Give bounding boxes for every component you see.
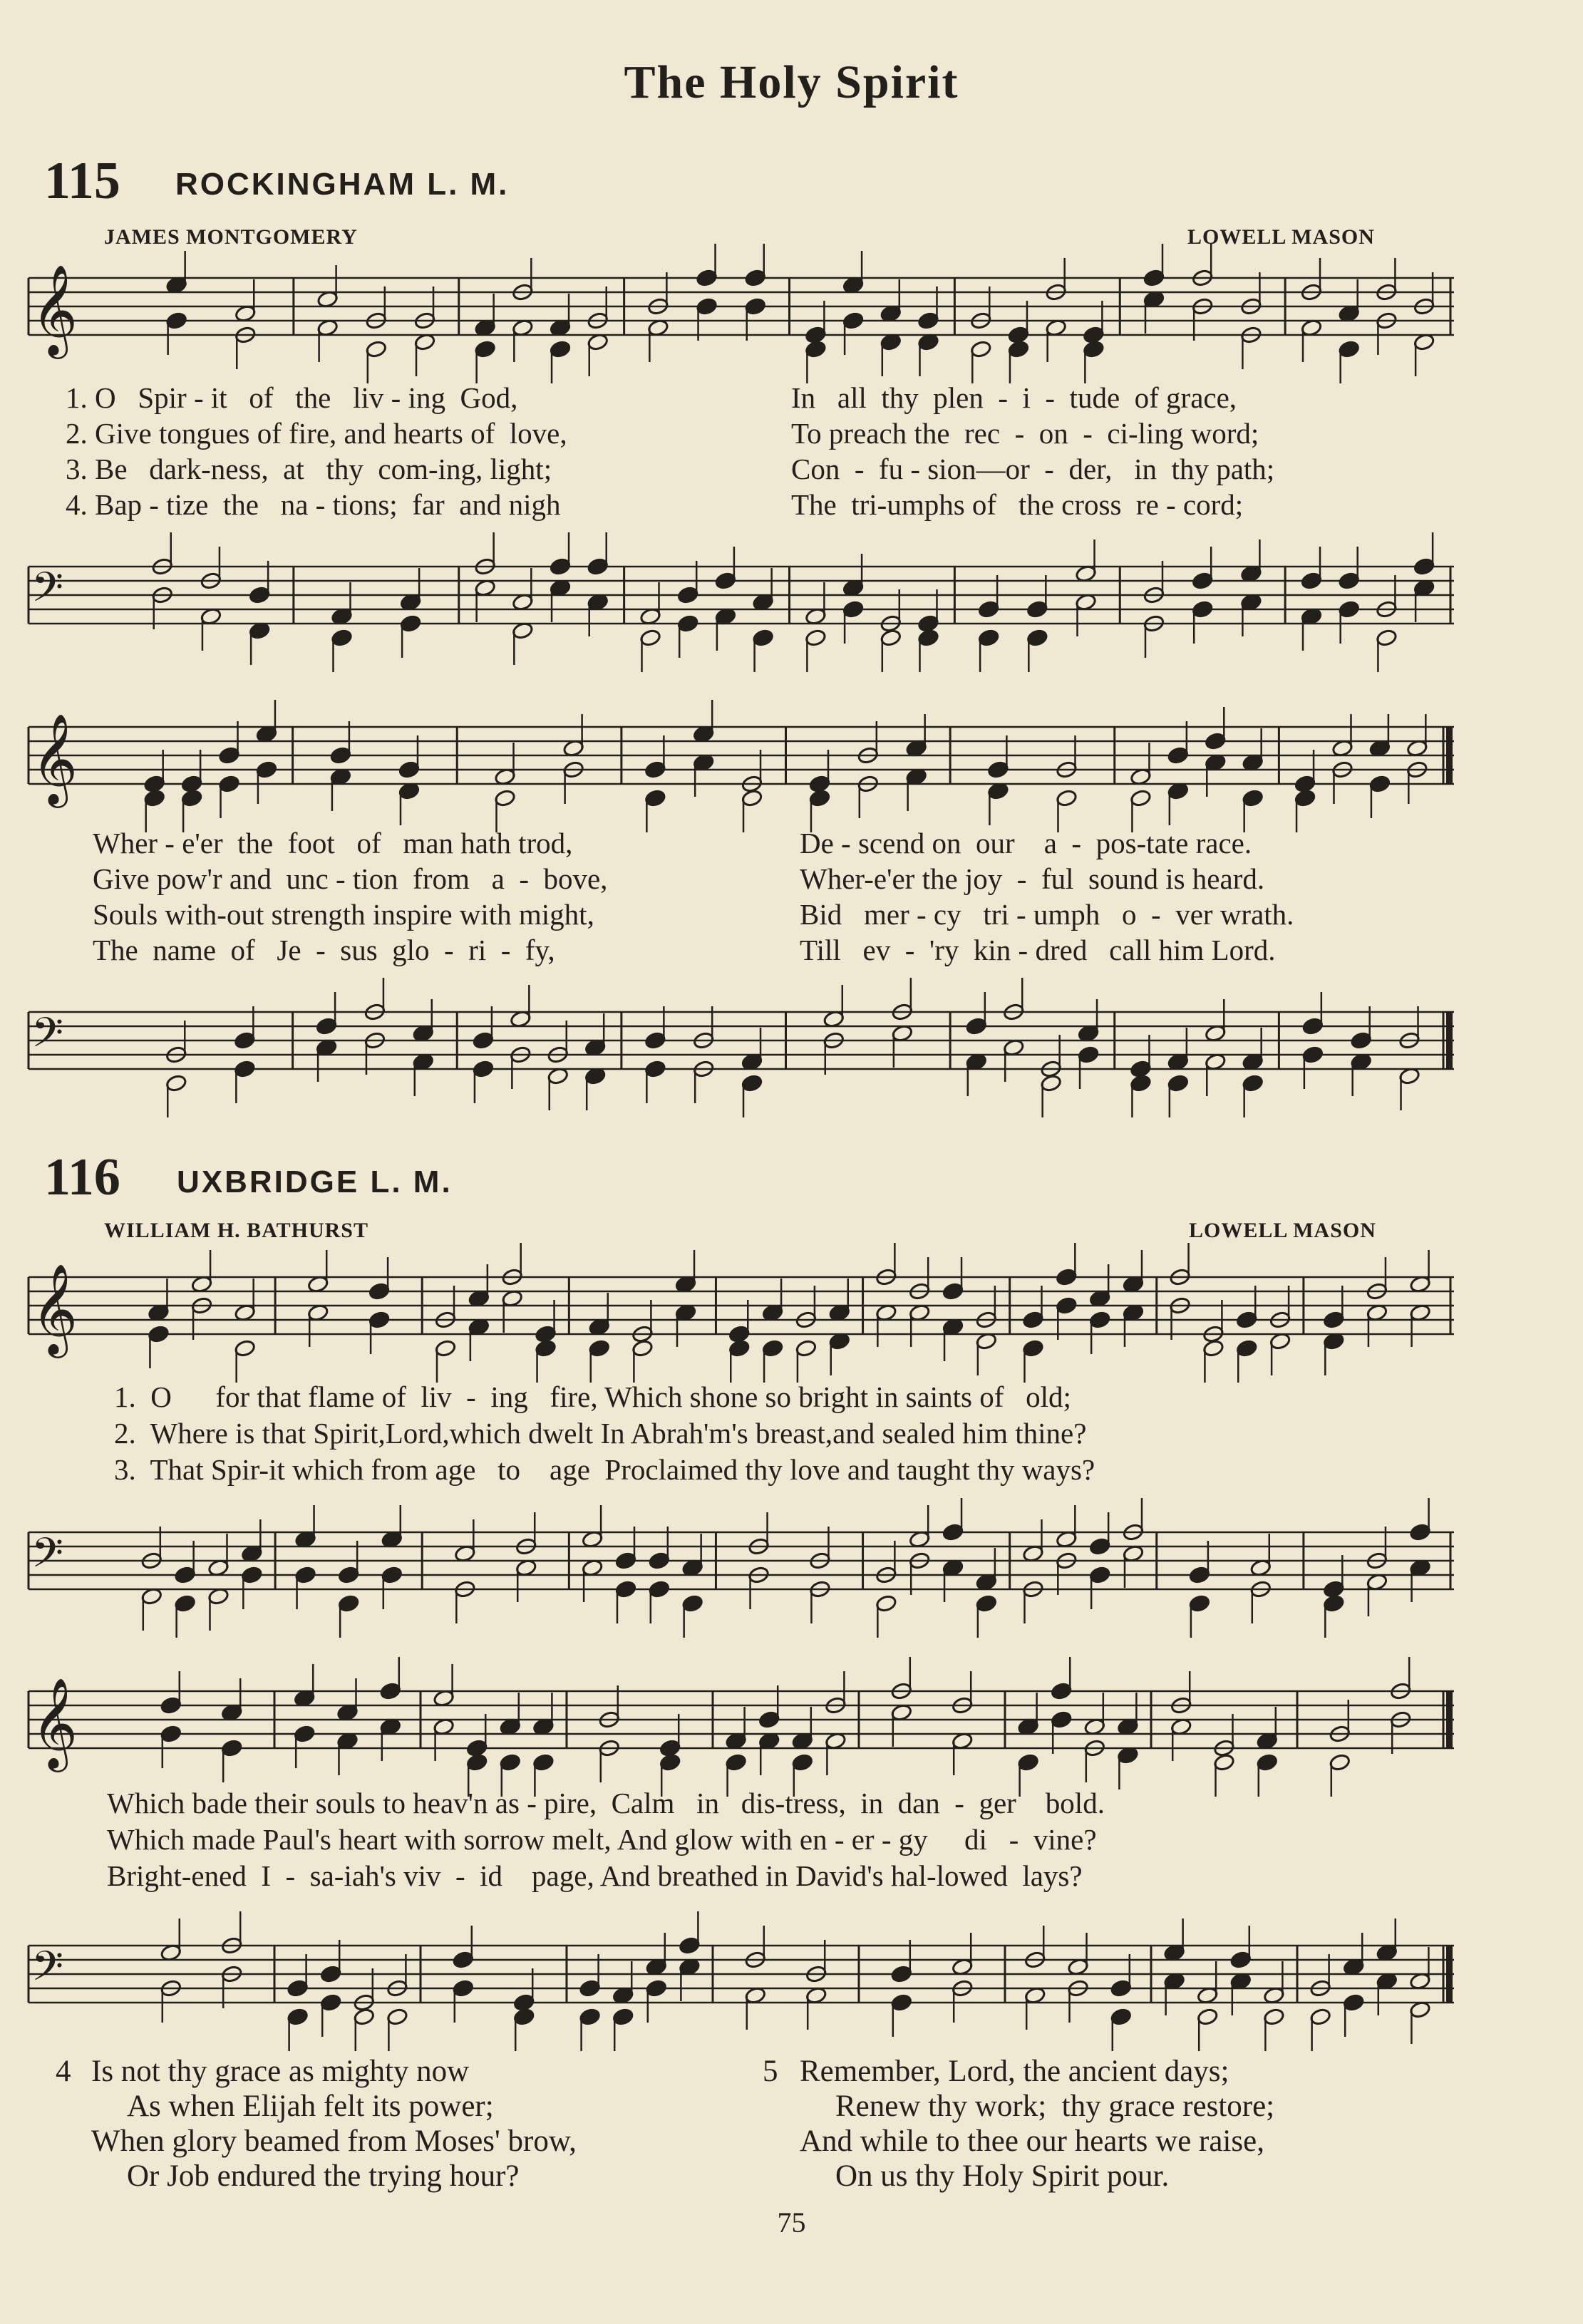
hymn-number: 115 — [44, 152, 120, 210]
note-head — [1143, 269, 1165, 287]
note-head — [143, 775, 165, 793]
verse-line: In all thy plen - i - tude of grace, — [791, 381, 1237, 414]
note-head — [1323, 1580, 1345, 1599]
note-head — [1089, 1566, 1111, 1584]
note-head — [792, 1753, 814, 1772]
note-head — [535, 1325, 557, 1343]
note-head — [725, 1753, 747, 1772]
note-head — [644, 1031, 666, 1050]
note-head — [294, 1725, 316, 1743]
bass-staff-line2 — [29, 1005, 1454, 1076]
treble-clef-icon: 𝄞 — [31, 1677, 78, 1768]
note-head — [316, 1017, 338, 1036]
note-head — [1022, 1339, 1044, 1358]
note-head — [978, 600, 1000, 619]
note-head — [181, 789, 203, 807]
extra-verse-number: 4 — [56, 2055, 71, 2088]
note-head — [1263, 2008, 1285, 2026]
note-head — [466, 1753, 488, 1772]
note-head — [354, 2008, 376, 2026]
note-head — [494, 789, 516, 807]
note-head — [677, 614, 699, 633]
note-head — [165, 1074, 187, 1093]
note-head — [1323, 1311, 1345, 1329]
note-head — [1236, 1311, 1258, 1329]
note-head — [287, 2008, 309, 2026]
note-head — [181, 775, 203, 793]
note-head — [805, 340, 827, 358]
verse-line: Which bade their souls to heav'n as - pire, Calm in dis-tress, in dan - ger bold. — [107, 1787, 1105, 1819]
note-head — [550, 557, 572, 576]
note-head — [715, 572, 737, 590]
note-head — [875, 1594, 897, 1613]
note-head — [1338, 600, 1360, 619]
note-head — [615, 1580, 637, 1599]
verse-line: De - scend on our a - pos-tate race. — [800, 827, 1252, 859]
treble-clef-icon: 𝄞 — [31, 713, 78, 804]
note-head — [728, 1339, 751, 1358]
extra-verse-line: When glory beamed from Moses' brow, — [91, 2124, 577, 2158]
note-head — [681, 1594, 703, 1613]
note-head — [1022, 1311, 1044, 1329]
note-head — [1309, 2008, 1331, 2026]
extra-verse-line: And while to thee our hearts we raise, — [800, 2124, 1264, 2158]
verse-line: The name of Je - sus glo - ri - fy, — [93, 934, 555, 966]
note-head — [218, 775, 240, 793]
bass-staff-line4 — [29, 1938, 1454, 2010]
music-notation — [29, 532, 1454, 672]
verse-line: 3. That Spir-it which from age to age Proclaimed thy love and taught thy ways? — [114, 1453, 1095, 1486]
note-head — [1242, 789, 1264, 807]
note-head — [579, 2008, 601, 2026]
bass-staff-line3 — [29, 1525, 1454, 1596]
note-head — [579, 1979, 601, 1998]
note-head — [1192, 572, 1214, 590]
note-head — [535, 1339, 557, 1358]
note-head — [1323, 1594, 1345, 1613]
verse-line: Give pow'r and unc - tion from a - bove, — [93, 862, 608, 895]
tune-name: ROCKINGHAM L. M. — [175, 167, 510, 202]
verse-line: Which made Paul's heart with sorrow melt, And glow with en - er - gy di - vine? — [107, 1823, 1097, 1856]
verse-line: The tri-umphs of the cross re - cord; — [791, 488, 1244, 521]
note-head — [639, 629, 661, 647]
verse-line: Con - fu - sion—or - der, in thy path; — [791, 453, 1275, 485]
note-head — [1040, 1074, 1062, 1093]
extra-verse-line: Is not thy grace as mighty now — [91, 2055, 470, 2088]
music-notation — [29, 244, 1454, 383]
verse-line: To preach the rec - on - ci-ling word; — [791, 417, 1259, 450]
note-head — [241, 1566, 263, 1584]
note-head — [1130, 789, 1152, 807]
note-head — [728, 1325, 751, 1343]
note-head — [366, 340, 388, 358]
note-head — [368, 1282, 391, 1301]
note-head — [809, 775, 831, 793]
note-head — [917, 311, 939, 330]
note-head — [234, 1031, 256, 1050]
note-head — [398, 760, 421, 779]
verse-line: 4. Bap - tize the na - tions; far and nigh — [66, 488, 561, 521]
verse-line: 1. O for that flame of liv - ing fire, Which shone so bright in saints of old; — [114, 1380, 1071, 1413]
note-head — [1189, 1594, 1211, 1613]
note-head — [696, 297, 718, 316]
note-head — [942, 1523, 964, 1541]
verse-line: 3. Be dark-ness, at thy com-ing, light; — [66, 453, 552, 485]
author-credit: WILLIAM H. BATHURST — [104, 1219, 369, 1242]
note-head — [1017, 1753, 1039, 1772]
note-head — [762, 1339, 784, 1358]
note-head — [1369, 775, 1391, 793]
note-head — [987, 760, 1009, 779]
note-head — [1130, 1060, 1152, 1078]
verse-line: 2. Where is that Spirit,Lord,which dwelt In Abrah'm's breast,and sealed him thine? — [114, 1417, 1087, 1450]
note-head — [1056, 1268, 1078, 1286]
note-head — [587, 557, 609, 576]
music-notation — [29, 700, 1454, 832]
note-head — [1301, 572, 1323, 590]
note-head — [1343, 1993, 1365, 2012]
treble-staff-line1 — [29, 264, 1454, 355]
note-head — [978, 629, 1000, 647]
extra-verse-line: On us thy Holy Spirit pour. — [835, 2159, 1170, 2193]
note-head — [805, 629, 827, 647]
treble-staff-line3 — [29, 1263, 1454, 1354]
verse-line: 2. Give tongues of fire, and hearts of love, — [66, 417, 567, 450]
extra-verse-line: Or Job endured the trying hour? — [127, 2159, 520, 2193]
note-head — [1338, 572, 1360, 590]
music-notation — [29, 978, 1454, 1117]
note-head — [256, 760, 278, 779]
note-head — [473, 1031, 495, 1050]
verse-line: 1. O Spir - it of the liv - ing God, — [66, 381, 518, 414]
note-head — [1413, 557, 1435, 576]
note-head — [400, 614, 422, 633]
note-head — [842, 311, 865, 330]
note-head — [513, 2008, 535, 2026]
note-head — [1376, 629, 1398, 647]
verse-line: Till ev - 'ry kin - dred call him Lord. — [800, 934, 1276, 966]
bass-staff-line1 — [29, 559, 1454, 631]
note-head — [1078, 1045, 1100, 1064]
music-notation — [29, 1657, 1454, 1797]
note-head — [809, 789, 831, 807]
note-head — [143, 789, 165, 807]
note-head — [1056, 789, 1078, 807]
note-head — [1242, 1074, 1264, 1093]
note-head — [287, 1979, 309, 1998]
note-head — [659, 1739, 681, 1757]
note-head — [160, 1696, 182, 1715]
note-head — [1230, 1951, 1252, 1969]
music-notation — [29, 1498, 1454, 1638]
note-head — [744, 297, 766, 316]
tune-name: UXBRIDGE L. M. — [177, 1164, 453, 1199]
note-head — [473, 1060, 495, 1078]
hymn-number: 116 — [44, 1148, 120, 1207]
note-head — [452, 1951, 474, 1969]
note-head — [942, 1282, 964, 1301]
note-head — [1256, 1753, 1278, 1772]
note-head — [842, 600, 865, 619]
note-head — [615, 1551, 637, 1570]
note-head — [588, 1339, 610, 1358]
note-head — [758, 1710, 780, 1729]
note-head — [234, 1339, 256, 1358]
note-head — [1051, 1710, 1073, 1729]
note-head — [1302, 1017, 1324, 1036]
note-head — [917, 614, 939, 633]
extra-verse-line: Renew thy work; thy grace restore; — [835, 2090, 1275, 2123]
note-head — [679, 1936, 701, 1955]
bass-clef-icon: 𝄢 — [31, 1529, 64, 1587]
note-head — [452, 1979, 474, 1998]
note-head — [532, 1753, 555, 1772]
note-head — [752, 629, 774, 647]
note-head — [741, 1074, 763, 1093]
note-head — [917, 629, 939, 647]
section-title: The Holy Spirit — [624, 56, 959, 108]
verse-line: Bright-ened I - sa-iah's viv - id page, And breathed in David's hal-lowed lays? — [107, 1859, 1083, 1892]
note-head — [435, 1339, 457, 1358]
note-head — [1026, 629, 1048, 647]
music-notation — [29, 1911, 1454, 2051]
note-head — [218, 746, 240, 765]
note-head — [1110, 2008, 1132, 2026]
note-head — [1350, 1031, 1372, 1050]
note-head — [234, 1060, 256, 1078]
note-head — [381, 1566, 403, 1584]
note-head — [368, 1311, 391, 1329]
note-head — [513, 1993, 535, 2012]
note-head — [649, 1551, 671, 1570]
note-head — [1051, 1682, 1073, 1700]
note-head — [330, 746, 352, 765]
note-head — [148, 1325, 170, 1343]
note-head — [1197, 2008, 1219, 2026]
note-head — [644, 789, 666, 807]
note-head — [644, 760, 666, 779]
note-head — [890, 1965, 912, 1983]
treble-staff-line2 — [29, 713, 1454, 804]
note-head — [612, 2008, 634, 2026]
treble-clef-icon: 𝄞 — [31, 264, 78, 355]
note-head — [976, 1594, 998, 1613]
note-head — [741, 789, 763, 807]
note-head — [338, 1594, 360, 1613]
note-head — [1083, 340, 1105, 358]
note-head — [1056, 1296, 1078, 1315]
note-head — [1110, 1979, 1132, 1998]
note-head — [1130, 1074, 1152, 1093]
note-head — [294, 1566, 316, 1584]
note-head — [1008, 340, 1030, 358]
page-number: 75 — [777, 2206, 806, 2238]
note-head — [649, 1580, 671, 1599]
note-head — [160, 1725, 182, 1743]
extra-verse-number: 5 — [763, 2055, 778, 2088]
note-head — [1083, 326, 1105, 344]
note-head — [174, 1594, 196, 1613]
note-head — [646, 1979, 668, 1998]
note-head — [677, 586, 699, 604]
note-head — [1213, 1753, 1235, 1772]
composer-credit: LOWELL MASON — [1189, 1219, 1376, 1242]
note-head — [320, 1993, 342, 2012]
treble-clef-icon: 𝄞 — [31, 1263, 78, 1354]
music-notation — [29, 1243, 1454, 1383]
verse-line: Souls with-out strength inspire with might, — [93, 898, 594, 931]
note-head — [1409, 1523, 1431, 1541]
verse-line: Bid mer - cy tri - umph o - ver wrath. — [800, 898, 1294, 931]
bass-clef-icon: 𝄢 — [31, 1008, 64, 1067]
note-head — [474, 340, 496, 358]
note-head — [221, 1739, 243, 1757]
note-head — [659, 1753, 681, 1772]
extra-verse-line: As when Elijah felt its power; — [127, 2090, 494, 2123]
extra-verse-line: Remember, Lord, the ancient days; — [800, 2055, 1229, 2088]
note-head — [1236, 1339, 1258, 1358]
bass-clef-icon: 𝄢 — [31, 1942, 64, 2000]
note-head — [466, 1739, 488, 1757]
note-head — [1205, 732, 1227, 750]
note-head — [1338, 340, 1360, 358]
note-head — [1167, 746, 1190, 765]
note-head — [890, 1993, 912, 2012]
verse-line: Wher-e'er the joy - ful sound is heard. — [800, 862, 1265, 895]
note-head — [795, 1339, 818, 1358]
note-head — [1167, 1074, 1190, 1093]
note-head — [1294, 775, 1316, 793]
note-head — [631, 1339, 654, 1358]
note-head — [338, 1566, 360, 1584]
treble-staff-line4 — [29, 1677, 1454, 1768]
note-head — [1089, 1311, 1111, 1329]
note-head — [966, 1017, 988, 1036]
note-head — [1329, 1753, 1351, 1772]
note-head — [644, 1060, 666, 1078]
note-head — [550, 340, 572, 358]
note-head — [1302, 1045, 1324, 1064]
note-head — [379, 1682, 401, 1700]
verse-line: Wher - e'er the foot of man hath trod, — [93, 827, 573, 859]
note-head — [1192, 600, 1214, 619]
author-credit: JAMES MONTGOMERY — [104, 225, 358, 249]
note-head — [386, 2008, 408, 2026]
note-head — [320, 1965, 342, 1983]
note-head — [165, 311, 187, 330]
note-head — [174, 1566, 196, 1584]
composer-credit: LOWELL MASON — [1187, 225, 1375, 249]
note-head — [744, 269, 766, 287]
note-head — [1008, 326, 1030, 344]
bass-clef-icon: 𝄢 — [31, 563, 64, 621]
note-head — [970, 340, 992, 358]
note-head — [1189, 1566, 1211, 1584]
note-head — [805, 326, 827, 344]
note-head — [1026, 600, 1048, 619]
note-head — [500, 1753, 522, 1772]
note-head — [696, 269, 718, 287]
note-head — [880, 629, 902, 647]
note-head — [1089, 1537, 1111, 1556]
note-head — [1202, 1339, 1224, 1358]
note-head — [249, 586, 271, 604]
note-head — [331, 629, 353, 647]
note-head — [1294, 789, 1316, 807]
